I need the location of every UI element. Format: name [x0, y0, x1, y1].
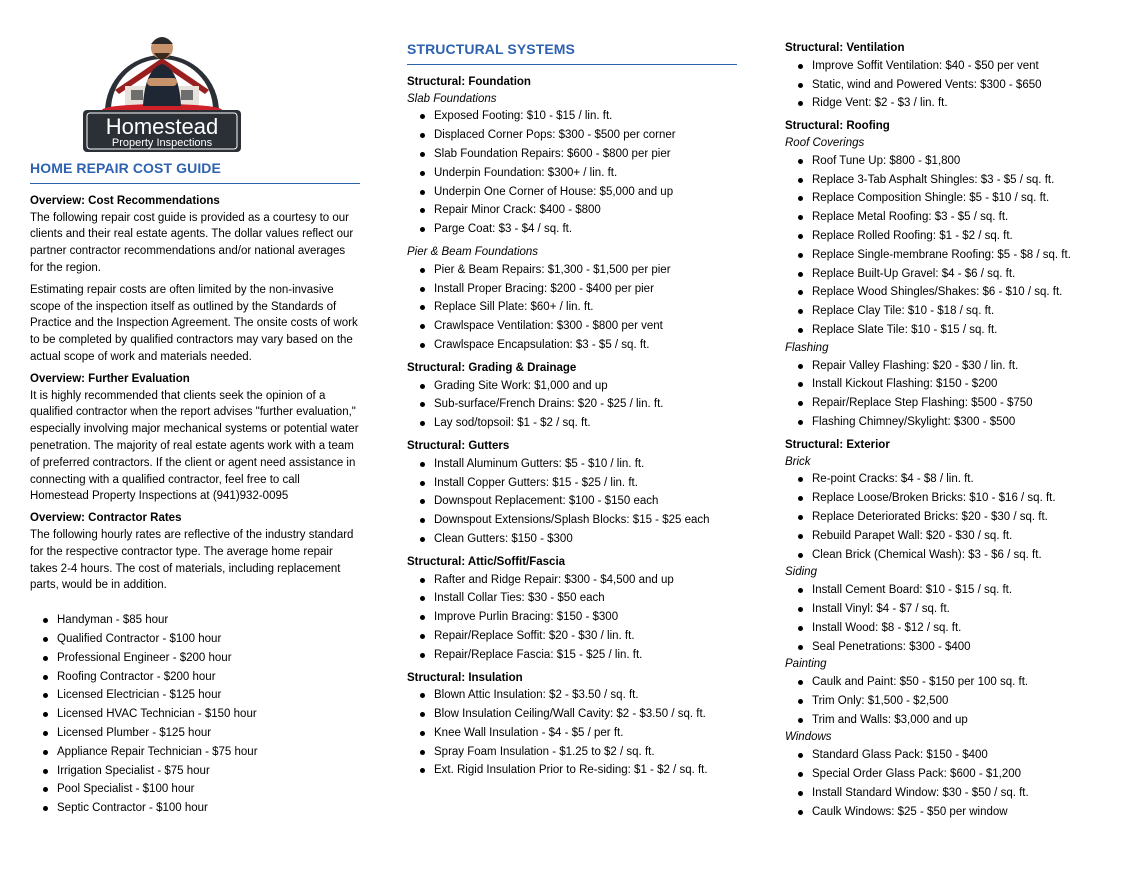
insulation-list	[407, 686, 737, 780]
list-item: Displaced Corner Pops: $300 - $500 per corner	[407, 126, 737, 145]
list-item: Knee Wall Insulation - $4 - $5 / per ft.	[407, 724, 737, 743]
further-evaluation-heading: Overview: Further Evaluation	[30, 372, 190, 385]
list-item: Improve Soffit Ventilation: $40 - $50 per vent	[785, 57, 1125, 76]
list-item: Pool Specialist - $100 hour	[30, 780, 360, 799]
ventilation-heading: Structural: Ventilation	[785, 42, 905, 54]
siding-subheading: Siding	[785, 566, 817, 579]
list-item: Replace Clay Tile: $10 - $18 / sq. ft.	[785, 302, 1125, 321]
list-item: Licensed Plumber - $125 hour	[30, 724, 360, 743]
list-item: Pier & Beam Repairs: $1,300 - $1,500 per pier	[407, 261, 737, 280]
attic-list	[407, 571, 737, 665]
roof-coverings-subheading: Roof Coverings	[785, 136, 865, 149]
list-item: Crawlspace Encapsulation: $3 - $5 / sq. ft.	[407, 336, 737, 355]
windows-subheading: Windows	[785, 731, 832, 744]
column-overview	[30, 0, 360, 823]
list-item: Licensed Electrician - $125 hour	[30, 686, 360, 705]
list-item: Repair Minor Crack: $400 - $800	[407, 201, 737, 220]
list-item: Flashing Chimney/Skylight: $300 - $500	[785, 413, 1125, 432]
list-item: Install Kickout Flashing: $150 - $200	[785, 375, 1125, 394]
slab-list	[407, 107, 737, 239]
list-item: Replace Metal Roofing: $3 - $5 / sq. ft.	[785, 208, 1125, 227]
brick-list	[785, 470, 1125, 564]
list-item: Replace Deteriorated Bricks: $20 - $30 / sq. ft.	[785, 508, 1125, 527]
list-item: Lay sod/topsoil: $1 - $2 / sq. ft.	[407, 414, 737, 433]
list-item: Appliance Repair Technician - $75 hour	[30, 743, 360, 762]
list-item: Install Standard Window: $30 - $50 / sq. ft.	[785, 784, 1125, 803]
logo-tagline: Property Inspections	[111, 137, 213, 149]
gutters-heading: Structural: Gutters	[407, 439, 510, 452]
list-item: Replace Rolled Roofing: $1 - $2 / sq. ft.	[785, 227, 1125, 246]
list-item: Install Proper Bracing: $200 - $400 per pier	[407, 280, 737, 299]
list-item: Install Collar Ties: $30 - $50 each	[407, 589, 737, 608]
list-item: Replace Composition Shingle: $5 - $10 / sq. ft.	[785, 189, 1125, 208]
list-item: Ridge Vent: $2 - $3 / lin. ft.	[785, 94, 1125, 113]
list-item: Install Aluminum Gutters: $5 - $10 / lin. ft.	[407, 455, 737, 474]
list-item: Repair/Replace Soffit: $20 - $30 / lin. ft.	[407, 627, 737, 646]
grading-heading: Structural: Grading & Drainage	[407, 361, 577, 374]
list-item: Replace Built-Up Gravel: $4 - $6 / sq. ft.	[785, 265, 1125, 284]
list-item: Install Vinyl: $4 - $7 / sq. ft.	[785, 600, 1125, 619]
painting-list	[785, 673, 1125, 729]
guide-title: HOME REPAIR COST GUIDE	[30, 160, 360, 184]
cost-recommendations-p2: Estimating repair costs are often limited by the non-invasive scope of the inspection itself as outlined by the Standards of Practice and the Inspection Agreement. The onsite costs of work to be completed by qualified contractors may vary based on the actual scope of work and materials needed.	[30, 283, 358, 363]
list-item: Downspout Extensions/Splash Blocks: $15 - $25 each	[407, 511, 737, 530]
list-item: Ext. Rigid Insulation Prior to Re-siding: $1 - $2 / sq. ft.	[407, 761, 737, 780]
list-item: Roofing Contractor - $200 hour	[30, 668, 360, 687]
slab-subheading: Slab Foundations	[407, 92, 497, 105]
logo-name: Homestead	[105, 114, 219, 139]
contractor-rates-heading: Overview: Contractor Rates	[30, 512, 182, 525]
pier-subheading: Pier & Beam Foundations	[407, 245, 539, 258]
list-item: Crawlspace Ventilation: $300 - $800 per vent	[407, 317, 737, 336]
exterior-heading: Structural: Exterior	[785, 438, 890, 451]
list-item: Slab Foundation Repairs: $600 - $800 per pier	[407, 145, 737, 164]
list-item: Underpin Foundation: $300+ / lin. ft.	[407, 164, 737, 183]
list-item: Rafter and Ridge Repair: $300 - $4,500 and up	[407, 571, 737, 590]
list-item: Repair Valley Flashing: $20 - $30 / lin. ft.	[785, 357, 1125, 376]
structural-title: STRUCTURAL SYSTEMS	[407, 41, 737, 65]
pier-list	[407, 261, 737, 355]
list-item: Improve Purlin Bracing: $150 - $300	[407, 608, 737, 627]
list-item: Clean Gutters: $150 - $300	[407, 530, 737, 549]
foundation-heading: Structural: Foundation	[407, 75, 531, 88]
siding-list	[785, 581, 1125, 656]
list-item: Static, wind and Powered Vents: $300 - $650	[785, 76, 1125, 95]
flashing-list	[785, 357, 1125, 432]
list-item: Licensed HVAC Technician - $150 hour	[30, 705, 360, 724]
cost-recommendations-p1: The following repair cost guide is provided as a courtesy to our clients and their real estate agents. The dollar values reflect our partner contractor recommendations and/or national averages for the region.	[30, 211, 354, 274]
list-item: Caulk Windows: $25 - $50 per window	[785, 803, 1125, 822]
gutters-list	[407, 455, 737, 549]
list-item: Repair/Replace Fascia: $15 - $25 / lin. ft.	[407, 646, 737, 665]
list-item: Seal Penetrations: $300 - $400	[785, 638, 1125, 657]
grading-list	[407, 377, 737, 433]
list-item: Replace Wood Shingles/Shakes: $6 - $10 / sq. ft.	[785, 283, 1125, 302]
contractor-rates-p1: The following hourly rates are reflective of the industry standard for the respective contractor type. The average home repair takes 2-4 hours. The cost of materials, including replacement parts, would be in addition.	[30, 528, 354, 592]
list-item: Install Copper Gutters: $15 - $25 / lin. ft.	[407, 474, 737, 493]
list-item: Professional Engineer - $200 hour	[30, 649, 360, 668]
list-item: Spray Foam Insulation - $1.25 to $2 / sq. ft.	[407, 743, 737, 762]
brick-subheading: Brick	[785, 455, 811, 468]
contractor-rates-list	[30, 611, 360, 818]
list-item: Downspout Replacement: $100 - $150 each	[407, 492, 737, 511]
list-item: Caulk and Paint: $50 - $150 per 100 sq. ft.	[785, 673, 1125, 692]
list-item: Standard Glass Pack: $150 - $400	[785, 746, 1125, 765]
list-item: Roof Tune Up: $800 - $1,800	[785, 152, 1125, 171]
insulation-heading: Structural: Insulation	[407, 671, 523, 684]
list-item: Replace 3-Tab Asphalt Shingles: $3 - $5 / sq. ft.	[785, 171, 1125, 190]
list-item: Repair/Replace Step Flashing: $500 - $750	[785, 394, 1125, 413]
list-item: Re-point Cracks: $4 - $8 / lin. ft.	[785, 470, 1125, 489]
further-evaluation-p1: It is highly recommended that clients seek the opinion of a qualified contractor when the report advises "further evaluation," especially involving major mechanical systems or potential water penetration. The majority of real estate agents work with a team of preferred contractors. If the client or agent need assistance in connecting with a qualified contractor, feel free to call Homestead Property Inspections at (941)932-0095	[30, 389, 359, 503]
column-structural	[407, 0, 737, 785]
list-item: Trim Only: $1,500 - $2,500	[785, 692, 1125, 711]
painting-subheading: Painting	[785, 658, 827, 671]
list-item: Replace Loose/Broken Bricks: $10 - $16 / sq. ft.	[785, 489, 1125, 508]
list-item: Blown Attic Insulation: $2 - $3.50 / sq. ft.	[407, 686, 737, 705]
windows-list	[785, 746, 1125, 821]
list-item: Trim and Walls: $3,000 and up	[785, 711, 1125, 730]
list-item: Replace Single-membrane Roofing: $5 - $8 / sq. ft.	[785, 246, 1125, 265]
attic-heading: Structural: Attic/Soffit/Fascia	[407, 555, 566, 568]
flashing-subheading: Flashing	[785, 341, 829, 354]
list-item: Blow Insulation Ceiling/Wall Cavity: $2 - $3.50 / sq. ft.	[407, 705, 737, 724]
list-item: Install Cement Board: $10 - $15 / sq. ft.	[785, 581, 1125, 600]
list-item: Rebuild Parapet Wall: $20 - $30 / sq. ft.	[785, 527, 1125, 546]
list-item: Sub-surface/French Drains: $20 - $25 / lin. ft.	[407, 395, 737, 414]
list-item: Replace Slate Tile: $10 - $15 / sq. ft.	[785, 321, 1125, 340]
cost-recommendations-heading: Overview: Cost Recommendations	[30, 194, 220, 207]
roofing-heading: Structural: Roofing	[785, 120, 890, 133]
list-item: Septic Contractor - $100 hour	[30, 799, 360, 818]
list-item: Special Order Glass Pack: $600 - $1,200	[785, 765, 1125, 784]
list-item: Clean Brick (Chemical Wash): $3 - $6 / sq. ft.	[785, 546, 1125, 565]
roof-coverings-list	[785, 152, 1125, 340]
list-item: Irrigation Specialist - $75 hour	[30, 762, 360, 781]
list-item: Underpin One Corner of House: $5,000 and up	[407, 183, 737, 202]
column-structural-continued	[785, 0, 1125, 826]
list-item: Replace Sill Plate: $60+ / lin. ft.	[407, 298, 737, 317]
list-item: Qualified Contractor - $100 hour	[30, 630, 360, 649]
ventilation-list	[785, 57, 1125, 113]
list-item: Handyman - $85 hour	[30, 611, 360, 630]
list-item: Exposed Footing: $10 - $15 / lin. ft.	[407, 107, 737, 126]
list-item: Parge Coat: $3 - $4 / sq. ft.	[407, 220, 737, 239]
list-item: Grading Site Work: $1,000 and up	[407, 377, 737, 396]
list-item: Install Wood: $8 - $12 / sq. ft.	[785, 619, 1125, 638]
